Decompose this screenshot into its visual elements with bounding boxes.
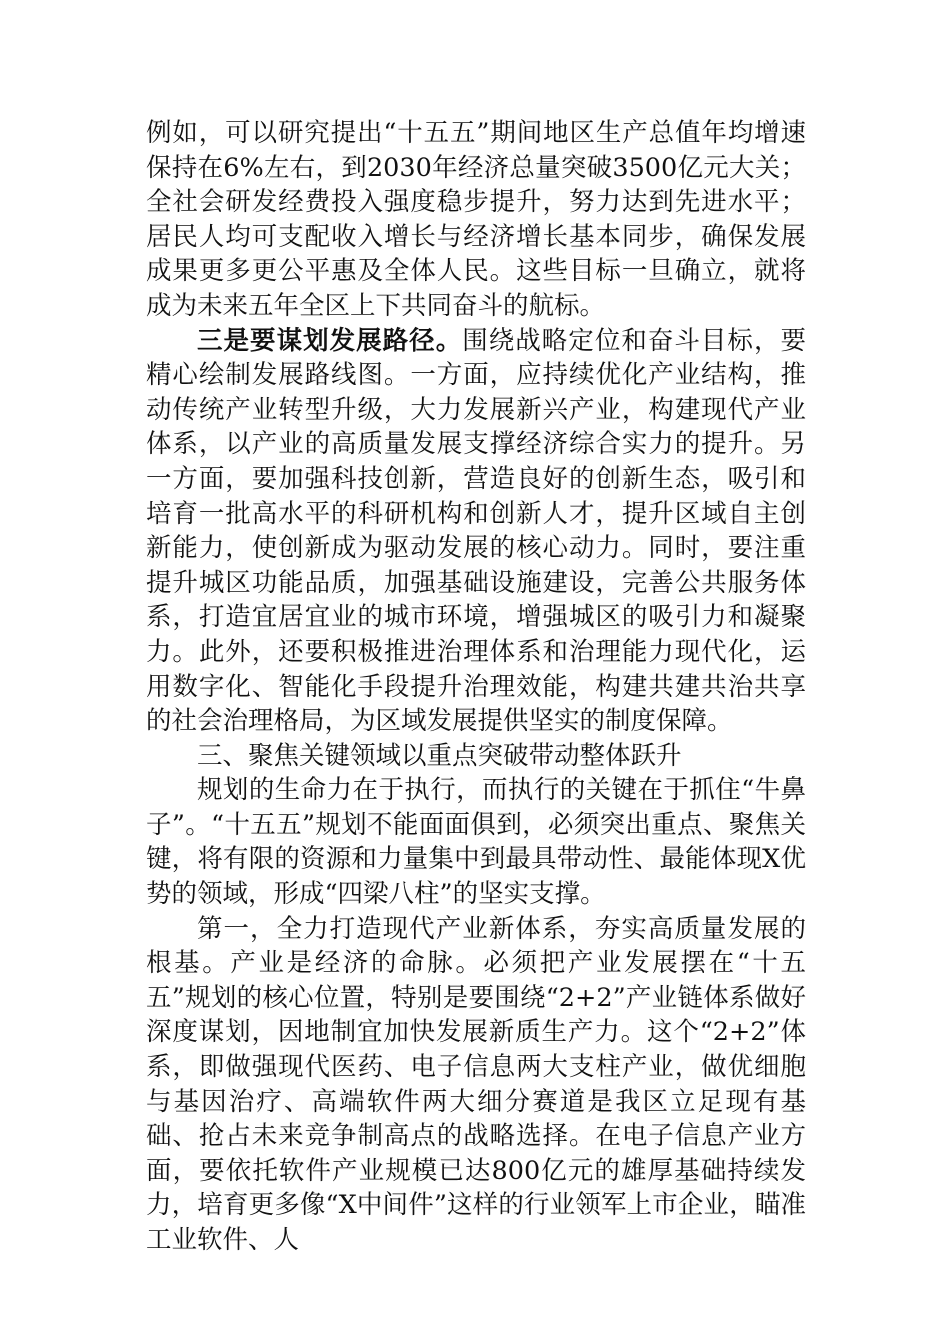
paragraph-lead-heading: 三是要谋划发展路径。: [197, 325, 463, 356]
paragraph-body: 围绕战略定位和奋斗目标，要精心绘制发展路线图。一方面，应持续优化产业结构，推动传统产业转型升级，大力发展新兴产业，构建现代产业体系，以产业的高质量发展支撑经济综合实力的提升。另一方面，要加强科技创新，营造良好的创新生态，吸引和培育一批高水平的科研机构和创新人才，提升区域自主创新能力，使创新成为驱动发展的核心动力。同时，要注重提升城区功能品质，加强基础设施建设，完善公共服务体系，打造宜居宜业的城市环境，增强城区的吸引力和凝聚力。此外，还要积极推进治理体系和治理能力现代化，运用数字化、智能化手段提升治理效能，构建共建共治共享的社会治理格局，为区域发展提供坚实的制度保障。: [146, 325, 806, 737]
paragraph-targets: 例如，可以研究提出“十五五”期间地区生产总值年均增速保持在6%左右，到2030年经济总量突破3500亿元大关；全社会研发经费投入强度稳步提升，努力达到先进水平；居民人均可支配收入增长与经济增长基本同步，确保发展成果更多更公平惠及全体人民。这些目标一旦确立，就将成为未来五年全区上下共同奋斗的航标。: [146, 118, 806, 321]
paragraph-development-path: [146, 324, 806, 739]
section-heading: 三、聚焦关键领域以重点突破带动整体跃升: [197, 740, 682, 771]
paragraph-industry-system: 第一，全力打造现代产业新体系，夯实高质量发展的根基。产业是经济的命脉。必须把产业发展摆在“十五五”规划的核心位置，特别是要围绕“2+2”产业链体系做好深度谋划，因地制宜加快发展新质生产力。这个“2+2”体系，即做强现代医药、电子信息两大支柱产业，做优细胞与基因治疗、高端软件两大细分赛道是我区立足现有基础、抢占未来竞争制高点的战略选择。在电子信息产业方面，要依托软件产业规模已达800亿元的雄厚基础持续发力，培育更多像“X中间件”这样的行业领军上市企业，瞄准工业软件、人: [146, 913, 806, 1255]
paragraph-key-areas: 规划的生命力在于执行，而执行的关键在于抓住“牛鼻子”。“十五五”规划不能面面俱到，必须突出重点、聚焦关键，将有限的资源和力量集中到最具带动性、最能体现X优势的领域，形成“四梁八柱”的坚实支撑。: [146, 775, 806, 910]
document-page: [146, 116, 806, 1258]
